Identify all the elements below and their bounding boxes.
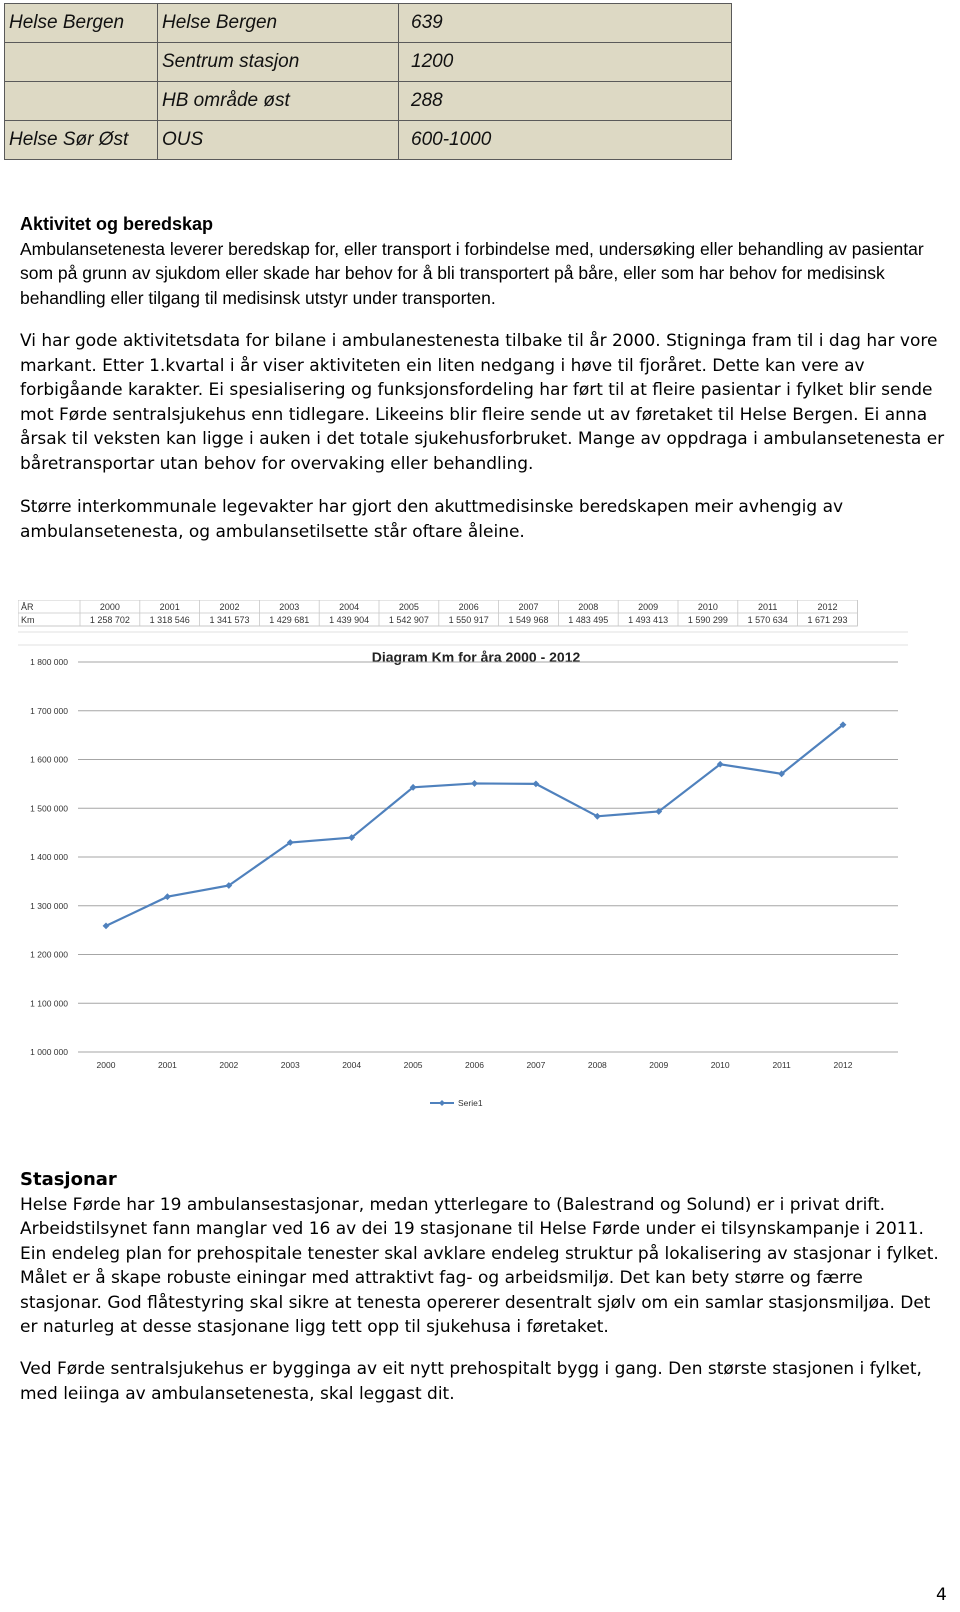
table-cell: OUS: [158, 121, 399, 160]
section-heading: Stasjonar: [20, 1169, 117, 1190]
table-row: [5, 4, 732, 43]
x-tick-label: 2002: [219, 1060, 239, 1070]
y-tick-label: 1 300 000: [30, 900, 68, 911]
x-tick-label: 2005: [403, 1060, 423, 1070]
table-cell: Sentrum stasjon: [158, 43, 399, 82]
table-value: 1 671 293: [807, 615, 848, 625]
x-tick-label: 2001: [157, 1060, 177, 1070]
table-value: 1 439 904: [329, 615, 370, 625]
table-year: 2002: [219, 602, 240, 612]
table-row: [5, 121, 732, 160]
legend-label: Serie1: [458, 1098, 483, 1108]
x-tick-label: 2006: [465, 1060, 484, 1070]
section-heading: Aktivitet og beredskap: [20, 214, 214, 234]
table-year: 2011: [758, 602, 778, 612]
table-year: 2003: [279, 602, 300, 612]
x-tick-label: 2012: [833, 1060, 853, 1070]
table-cell: Helse Sør Øst: [5, 121, 158, 160]
paragraph: Ved Førde sentralsjukehus er bygginga av eit nytt prehospitalt bygg i gang. Den største stasjonen i fylket, med leiinga av ambulansetenesta, skal leggast dit.: [20, 1359, 922, 1404]
table-year: 2000: [99, 602, 120, 612]
table-value: 1 550 917: [448, 615, 489, 625]
paragraph: Helse Førde har 19 ambulansestasjonar, medan ytterlegare to (Balestrand og Solund) er i privat drift. Arbeidstilsynet fann manglar ved 16 av dei 19 stasjonane til Helse Førde under ei tilsynskampanje i 2011. Ein endeleg plan for prehospitale tenester skal avklare endeleg struktur på lokalisering av stasjonar i fylket. Målet er å skape robuste einingar med attraktivt fag- og arbeidsmiljø. Det kan bety større og færre stasjonar. God flåtestyring skal sikre at tenesta opererer desentralt sjølv om ein samlar stasjonsmiljøa. Det er naturleg at desse stasjonane ligg tett opp til sjukehusa i føretaket.: [20, 1194, 939, 1337]
y-tick-label: 1 400 000: [30, 852, 68, 862]
table-value: 1 542 907: [388, 615, 429, 625]
x-tick-label: 2009: [649, 1060, 669, 1070]
x-tick-label: 2011: [772, 1060, 791, 1070]
table-value: 1 258 702: [89, 615, 130, 625]
x-tick-label: 2004: [342, 1060, 362, 1070]
x-tick-label: 2008: [587, 1060, 607, 1070]
table-year: 2001: [159, 602, 180, 612]
y-tick-label: 1 800 000: [30, 657, 68, 667]
table-value: 1 570 634: [747, 615, 788, 625]
table-cell: [5, 43, 158, 82]
chart-title: Diagram Km for åra 2000 - 2012: [371, 649, 581, 665]
table-year: 2004: [339, 602, 360, 612]
table-value: 1 429 681: [269, 615, 310, 625]
table-cell: 639: [399, 4, 732, 43]
table-cell: 288: [399, 82, 732, 121]
y-tick-label: 1 100 000: [30, 998, 68, 1009]
table-year: 2006: [458, 602, 479, 612]
table-cell: Helse Bergen: [158, 4, 399, 43]
table-cell: 1200: [399, 43, 732, 82]
table-value: 1 493 413: [628, 615, 669, 625]
y-tick-label: 1 200 000: [30, 949, 68, 960]
table-value: 1 341 573: [209, 615, 250, 625]
km-chart: [18, 600, 908, 1148]
table-year: 2010: [697, 602, 718, 612]
region-table: [4, 3, 732, 160]
y-tick-label: 1 600 000: [30, 754, 68, 765]
table-value: 1 590 299: [687, 615, 728, 625]
x-tick-label: 2010: [710, 1060, 730, 1070]
table-year: 2005: [398, 602, 419, 612]
table-value: 1 318 546: [149, 615, 190, 625]
table-row-label: Km: [21, 615, 35, 625]
page-number: 4: [936, 1585, 947, 1605]
paragraph: Vi har gode aktivitetsdata for bilane i ambulanestenesta tilbake til år 2000. Stigninga fram til i dag har vore markant. Etter 1.kvartal i år viser aktiviteten ein liten nedgang i høve til fjoråret. Dette kan vere av forbigåande karakter. Ei spesialisering og funksjonsfordeling har ført til at fleire pasientar i fylket blir sende mot Førde sentralsjukehus enn tidlegare. Likeeins blir fleire sende ut av føretaket til Helse Bergen. Ei anna årsak til veksten kan ligge i auken i det totale sjukehusforbruket. Mange av oppdraga i ambulansetenesta er båretransportar utan behov for overvaking eller behandling.: [20, 331, 945, 474]
table-year: 2012: [817, 602, 838, 612]
section-stations: [20, 1168, 950, 1340]
section-activity: [20, 212, 950, 310]
table-row-label: ÅR: [21, 602, 34, 612]
x-tick-label: 2000: [96, 1060, 116, 1070]
paragraph: Ambulansetenesta leverer beredskap for, eller transport i forbindelse med, undersøking eller behandling av pasientar som på grunn av sjukdom eller skade har behov for å bli transportert på båre, eller som har behov for medisinsk behandling eller tilgang til medisinsk utstyr under transporten.: [20, 238, 924, 308]
table-year: 2009: [638, 602, 659, 612]
table-row: [5, 82, 732, 121]
x-tick-label: 2007: [526, 1060, 546, 1070]
table-cell: Helse Bergen: [5, 4, 158, 43]
y-tick-label: 1 500 000: [30, 803, 68, 814]
y-tick-label: 1 000 000: [30, 1047, 68, 1057]
table-cell: 600-1000: [399, 121, 732, 160]
table-year: 2007: [518, 602, 539, 612]
table-cell: [5, 82, 158, 121]
paragraph: Større interkommunale legevakter har gjort den akuttmedisinske beredskapen meir avhengig av ambulansetenesta, og ambulansetilsette står oftare åleine.: [20, 497, 844, 542]
x-tick-label: 2003: [280, 1060, 300, 1070]
table-value: 1 483 495: [568, 615, 609, 625]
table-year: 2008: [578, 602, 599, 612]
table-cell: HB område øst: [158, 82, 399, 121]
table-row: [5, 43, 732, 82]
y-tick-label: 1 700 000: [30, 705, 68, 716]
table-value: 1 549 968: [508, 615, 549, 625]
